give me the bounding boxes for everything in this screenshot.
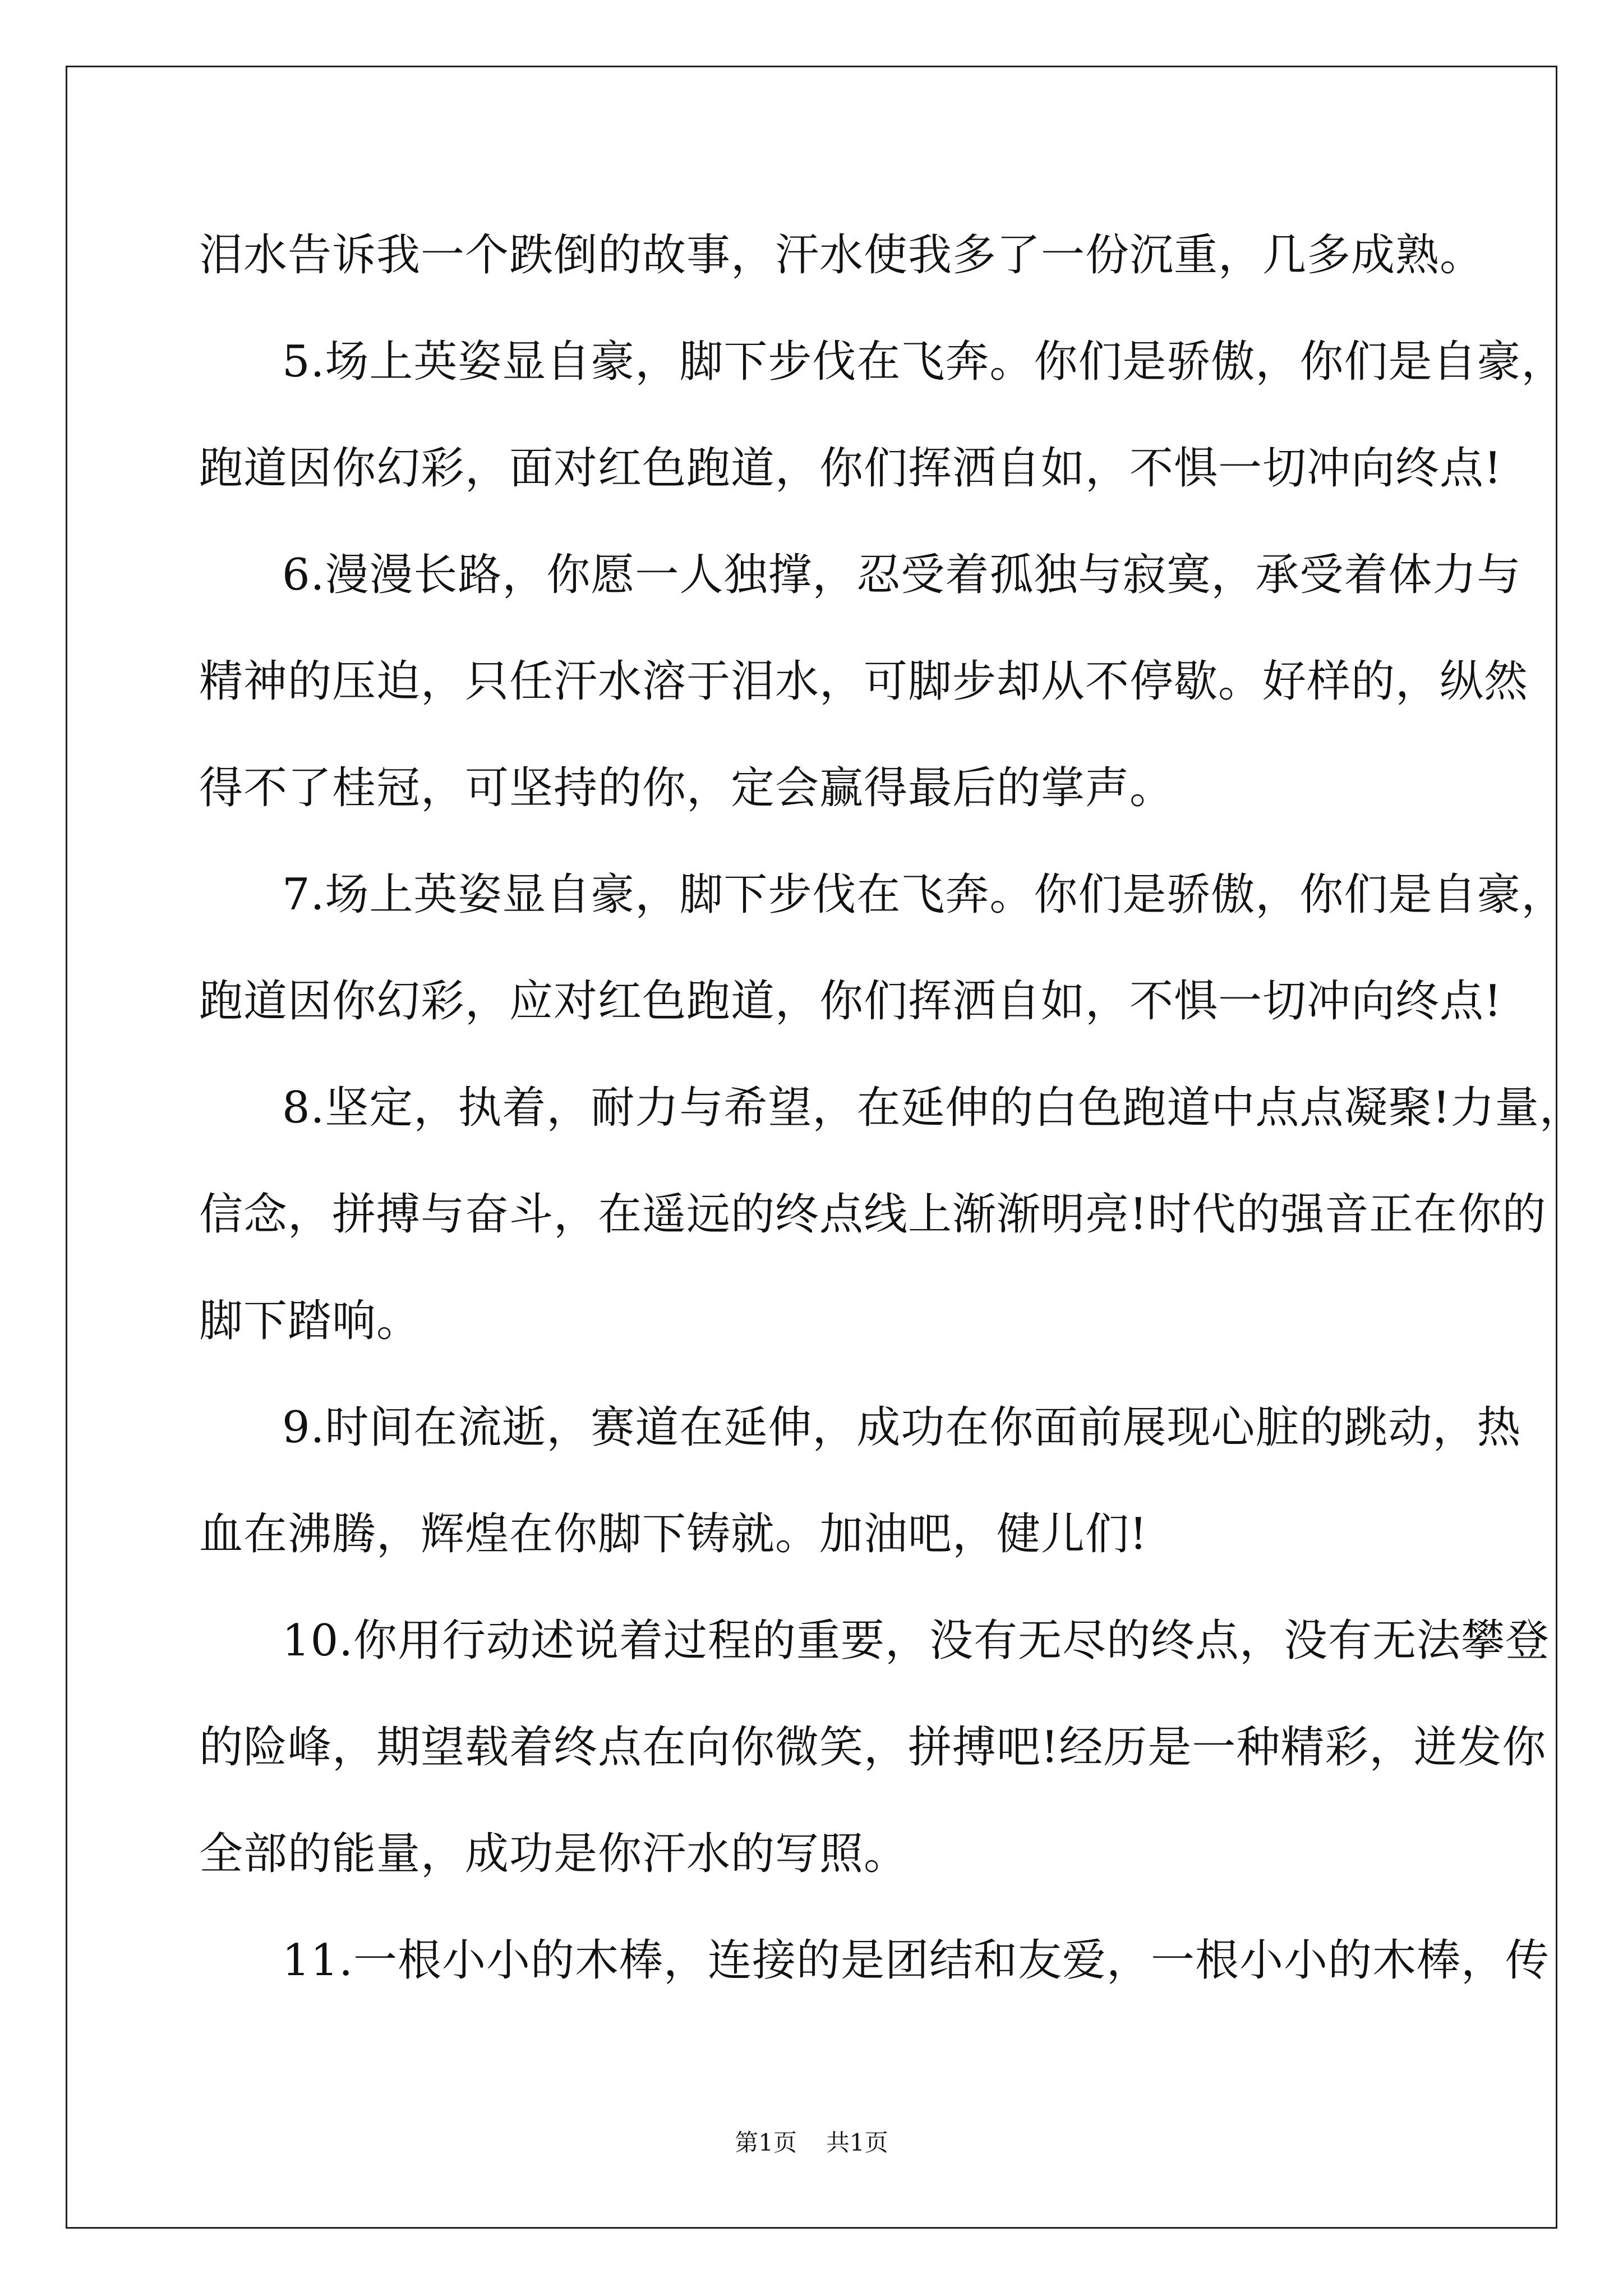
text-line: 跑道因你幻彩，应对红色跑道，你们挥洒自如，不惧一切冲向终点! xyxy=(199,976,1502,1027)
paragraph-start-6: 6.漫漫长路，你愿一人独撑，忍受着孤独与寂寞，承受着体力与 xyxy=(282,550,1521,600)
page-number: 第1页 xyxy=(735,2129,797,2156)
page-total: 共1页 xyxy=(826,2129,888,2156)
document-body xyxy=(199,202,1584,2014)
paragraph-start-8: 8.坚定，执着，耐力与希望，在延伸的白色跑道中点点凝聚!力量， xyxy=(282,1083,1584,1133)
text-line: 精神的压迫，只任汗水溶于泪水，可脚步却从不停歇。好样的，纵然 xyxy=(199,656,1529,707)
text-line: 脚下踏响。 xyxy=(199,1296,421,1346)
text-line: 泪水告诉我一个跌倒的故事，汗水使我多了一份沉重，几多成熟。 xyxy=(199,230,1484,280)
paragraph-start-11: 11.一根小小的木棒，连接的是团结和友爱，一根小小的木棒，传 xyxy=(282,1935,1550,1986)
page-footer xyxy=(0,2126,1623,2160)
text-line: 跑道因你幻彩，面对红色跑道，你们挥洒自如，不惧一切冲向终点! xyxy=(199,443,1502,494)
paragraph-start-7: 7.场上英姿显自豪，脚下步伐在飞奔。你们是骄傲，你们是自豪， xyxy=(282,869,1566,920)
paragraph-start-5: 5.场上英姿显自豪，脚下步伐在飞奔。你们是骄傲，你们是自豪， xyxy=(282,337,1566,387)
text-line: 全部的能量，成功是你汗水的写照。 xyxy=(199,1829,909,1879)
text-line: 信念，拼搏与奋斗，在遥远的终点线上渐渐明亮!时代的强音正在你的 xyxy=(199,1189,1547,1240)
paragraph-start-10: 10.你用行动述说着过程的重要，没有无尽的终点，没有无法攀登 xyxy=(282,1616,1550,1666)
text-line: 得不了桂冠，可坚持的你，定会赢得最后的掌声。 xyxy=(199,763,1174,813)
text-line: 的险峰，期望载着终点在向你微笑，拼搏吧!经历是一种精彩，迸发你 xyxy=(199,1722,1547,1773)
paragraph-start-9: 9.时间在流逝，赛道在延伸，成功在你面前展现心脏的跳动，热 xyxy=(282,1402,1521,1453)
text-line: 血在沸腾，辉煌在你脚下铸就。加油吧，健儿们! xyxy=(199,1509,1148,1559)
